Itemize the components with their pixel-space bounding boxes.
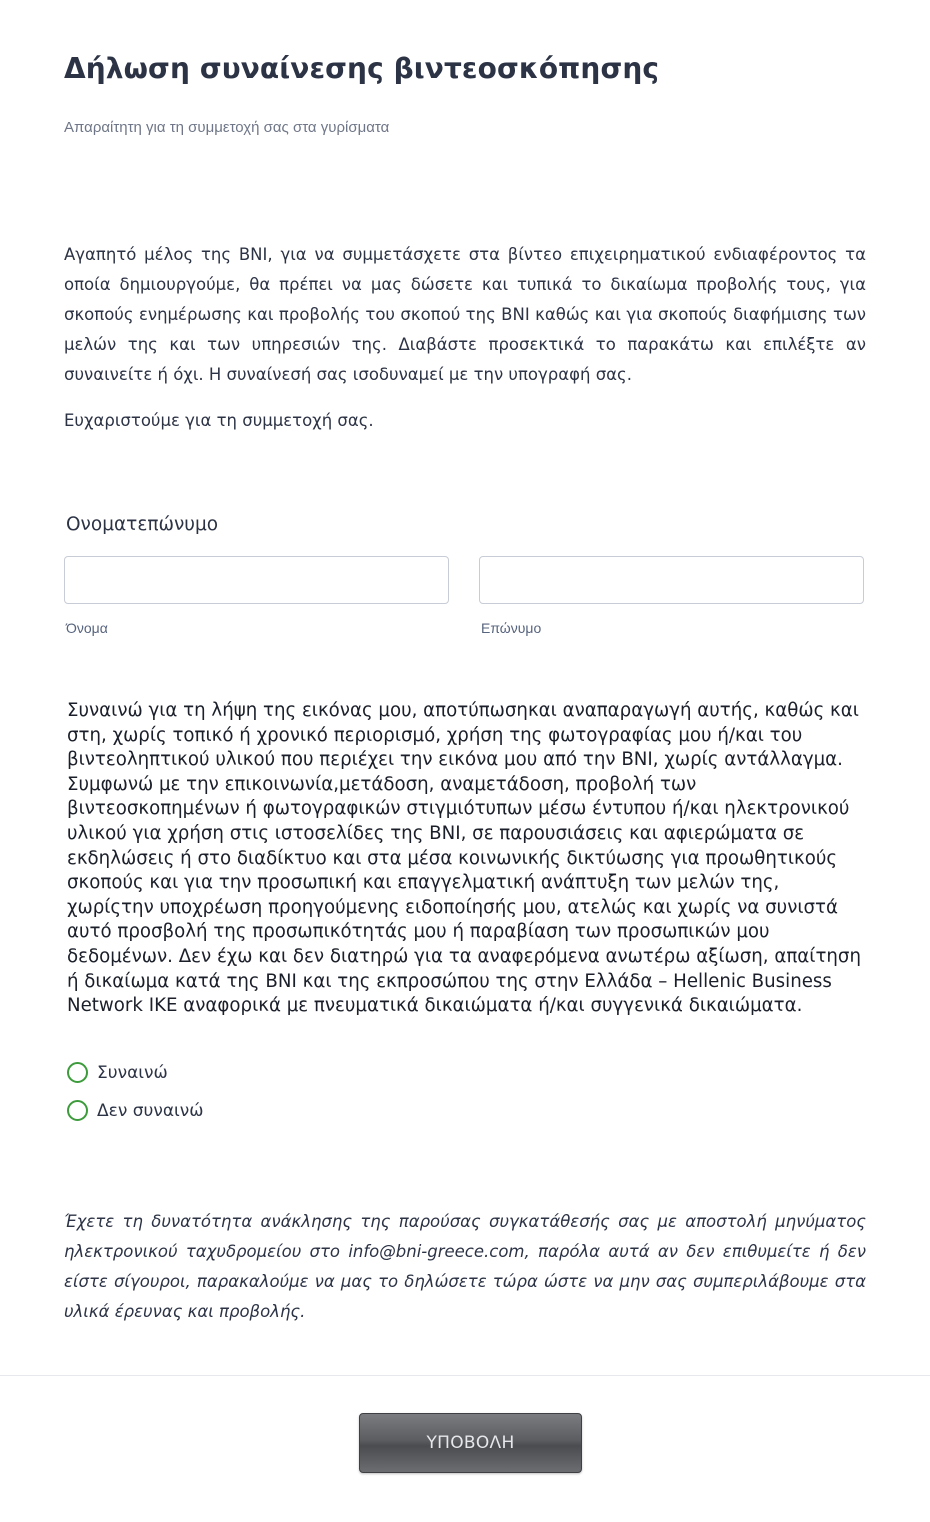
page-title: Δήλωση συναίνεσης βιντεοσκόπησης [64, 52, 660, 85]
consent-statement: Συναινώ για τη λήψη της εικόνας μου, αποτύπωσηκαι αναπαραγωγή αυτής, καθώς και στη, χωρίς τοπικό ή χρονικό περιορισμό, χρήση της φωτογραφίας μου ή/και του βιντεοληπτικού υλικού που περιέχει την εικόνα μου από την BNI, χωρίς αντάλλαγμα. Συμφωνώ με την επικοινωνία,μετάδοση, αναμετάδοση, προβολή των βιντεοσκοπημένων ή φωτογραφικών στιγμιότυπων μέσω έντυπου ή/και ηλεκτρονικού υλικού για χρήση στις ιστοσελίδες της BNI, σε παρουσιάσεις και αφιερώματα σε εκδηλώσεις ή στο διαδίκτυο και στα μέσα κοινωνικής δικτύωσης για προωθητικούς σκοπούς και για την προσωπική και επαγγελματική ανάπτυξη των μελών της, χωρίςτην υποχρέωση προηγούμενης ειδοποίησής μου, ατελώς και χωρίς να συνιστά αυτό προσβολή της προσωπικότητάς μου ή παραβίαση των προσωπικών μου δεδομένων. Δεν έχω και δεν διατηρώ για τα αναφερόμενα ανωτέρω αξίωση, απαίτηση ή δικαίωμα κατά της BNI και της εκπροσώπου της στην Ελλάδα – Hellenic Business Network IKE αναφορικά με πνευματικά δικαιώματα ή/και συγγενικά δικαιώματα. [67, 700, 861, 1017]
intro-thanks: Ευχαριστούμε για τη συμμετοχή σας. [64, 411, 374, 430]
section-divider [0, 1375, 930, 1376]
radio-option-consent[interactable] [67, 1062, 168, 1083]
radio-label-consent[interactable]: Συναινώ [97, 1062, 168, 1083]
radio-button-no-consent[interactable] [67, 1100, 88, 1121]
page-subtitle: Απαραίτητη για τη συμμετοχή σας στα γυρίσματα [64, 119, 390, 136]
first-name-sublabel: Όνομα [66, 620, 108, 636]
submit-button[interactable]: ΥΠΟΒΟΛΗ [359, 1413, 582, 1473]
radio-option-no-consent[interactable] [67, 1100, 204, 1121]
revocation-note: Έχετε τη δυνατότητα ανάκλησης της παρούσας συγκατάθεσής σας με αποστολή μηνύματος ηλεκτρονικού ταχυδρομείου στο info@bni-greece.com, παρόλα αυτά αν δεν επιθυμείτε ή δεν είστε σίγουροι, παρακαλούμε να μας το δηλώσετε τώρα ώστε να μην σας συμπεριλάβουμε στα υλικά έρευνας και προβολής. [64, 1212, 866, 1321]
radio-button-consent[interactable] [67, 1062, 88, 1083]
intro-paragraph: Αγαπητό μέλος της BNI, για να συμμετάσχετε στα βίντεο επιχειρηματικού ενδιαφέροντος τα οποία δημιουργούμε, θα πρέπει να μας δώσετε και τυπικά το δικαίωμα προβολής τους, για σκοπούς ενημέρωσης και προβολής του σκοπού της BNI καθώς και για σκοπούς διαφήμισης των μελών της και των υπηρεσιών της. Διαβάστε προσεκτικά το παρακάτω και επιλέξτε αν συναινείτε ή όχι. Η συναίνεσή σας ισοδυναμεί με την υπογραφή σας. [64, 245, 866, 384]
intro-text [64, 240, 866, 436]
full-name-label: Ονοματεπώνυμο [66, 514, 219, 535]
radio-label-no-consent[interactable]: Δεν συναινώ [97, 1100, 204, 1121]
last-name-sublabel: Επώνυμο [481, 620, 542, 636]
last-name-input[interactable] [479, 556, 864, 604]
first-name-input[interactable] [64, 556, 449, 604]
